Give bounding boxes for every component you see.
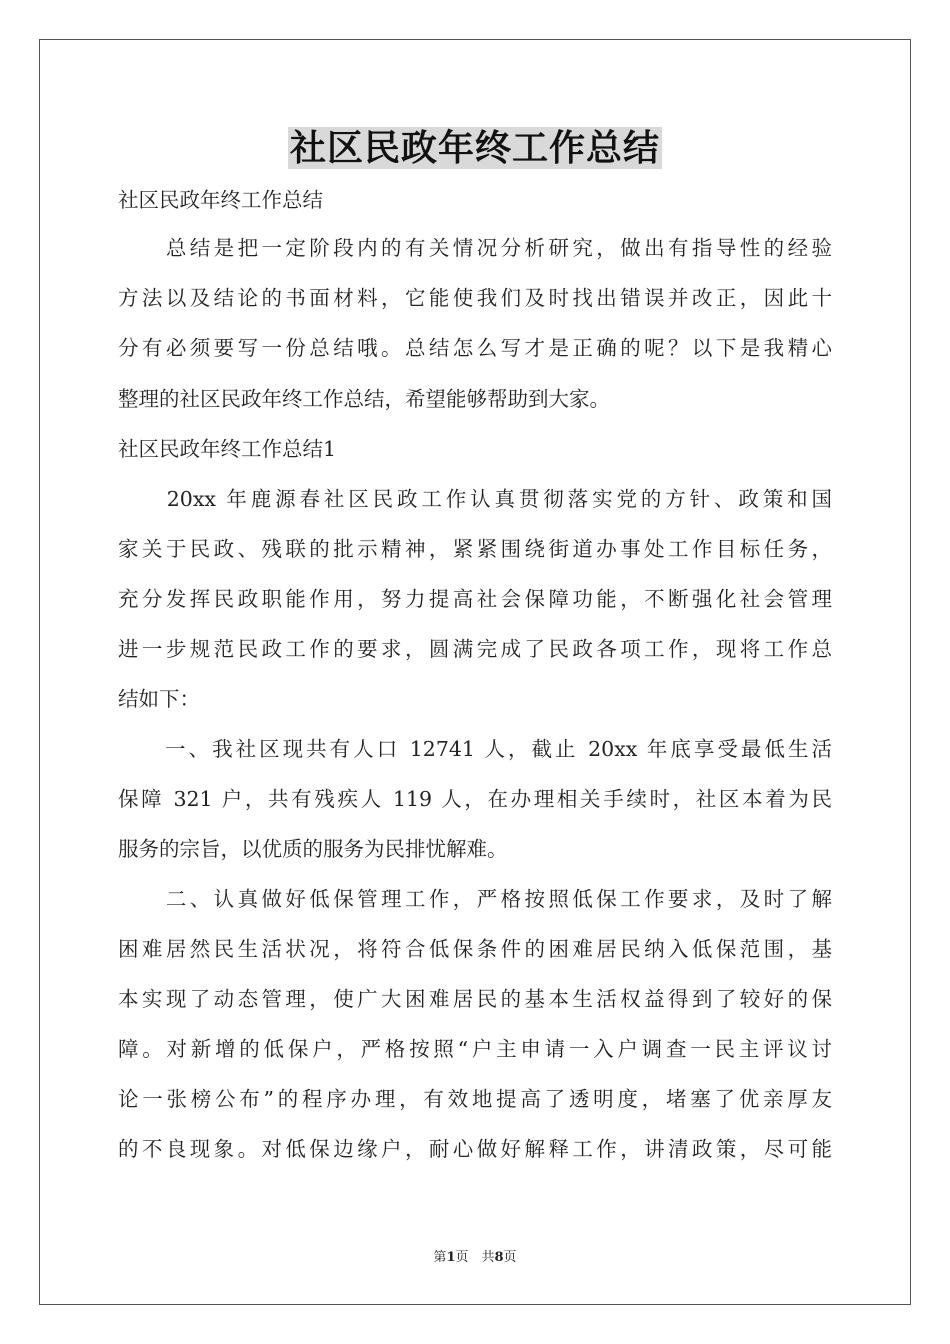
subtitle: 社区民政年终工作总结 — [118, 188, 323, 212]
para3-line-3: 本实现了动态管理，使广大困难居民的基本生活权益得到了较好的保 — [118, 987, 832, 1011]
intro-line-3: 分有必须要写一份总结哦。总结怎么写才是正确的呢？以下是我精心 — [118, 336, 832, 360]
footer-prefix: 第 — [433, 1250, 447, 1265]
para3-line-2: 困难居然民生活状况，将符合低保条件的困难居民纳入低保范围，基 — [118, 937, 832, 961]
intro-line-1: 总结是把一定阶段内的有关情况分析研究，做出有指导性的经验 — [118, 236, 832, 260]
para3-line-6: 的不良现象。对低保边缘户，耐心做好解释工作，讲清政策，尽可能 — [118, 1137, 832, 1161]
intro-line-4: 整理的社区民政年终工作总结，希望能够帮助到大家。 — [118, 387, 610, 411]
footer-total-pages: 8 — [494, 1250, 504, 1265]
para3-line-5: 论一张榜公布”的程序办理，有效地提高了透明度，堵塞了优亲厚友 — [118, 1087, 832, 1111]
footer-page-number: 1 — [446, 1250, 456, 1265]
intro-line-2: 方法以及结论的书面材料，它能使我们及时找出错误并改正，因此十 — [118, 286, 832, 310]
para1-line-2: 家关于民政、残联的批示精神，紧紧围绕街道办事处工作目标任务， — [118, 537, 832, 561]
document-title-wrap — [0, 126, 950, 170]
document-title: 社区民政年终工作总结 — [289, 127, 660, 169]
para1-line-5: 结如下： — [118, 687, 200, 711]
para2-line-3: 服务的宗旨，以优质的服务为民排忧解难。 — [118, 837, 508, 861]
page-footer — [0, 1246, 950, 1265]
para1-line-3: 充分发挥民政职能作用，努力提高社会保障功能，不断强化社会管理 — [118, 587, 832, 611]
footer-mid: 页 共 — [455, 1250, 495, 1265]
para3-line-1: 二、认真做好低保管理工作，严格按照低保工作要求，及时了解 — [118, 887, 832, 911]
para2-line-2: 保障 321 户，共有残疾人 119 人，在办理相关手续时，社区本着为民 — [118, 787, 832, 811]
para3-line-4: 障。对新增的低保户，严格按照“户主申请一入户调查一民主评议讨 — [118, 1037, 832, 1061]
para1-line-1: 20xx 年鹿源春社区民政工作认真贯彻落实党的方针、政策和国 — [118, 487, 832, 511]
para2-line-1: 一、我社区现共有人口 12741 人，截止 20xx 年底享受最低生活 — [118, 737, 832, 761]
para1-line-4: 进一步规范民政工作的要求，圆满完成了民政各项工作，现将工作总 — [118, 637, 832, 661]
footer-suffix: 页 — [503, 1250, 517, 1265]
section-heading: 社区民政年终工作总结1 — [118, 437, 337, 461]
page-border — [39, 39, 911, 1305]
